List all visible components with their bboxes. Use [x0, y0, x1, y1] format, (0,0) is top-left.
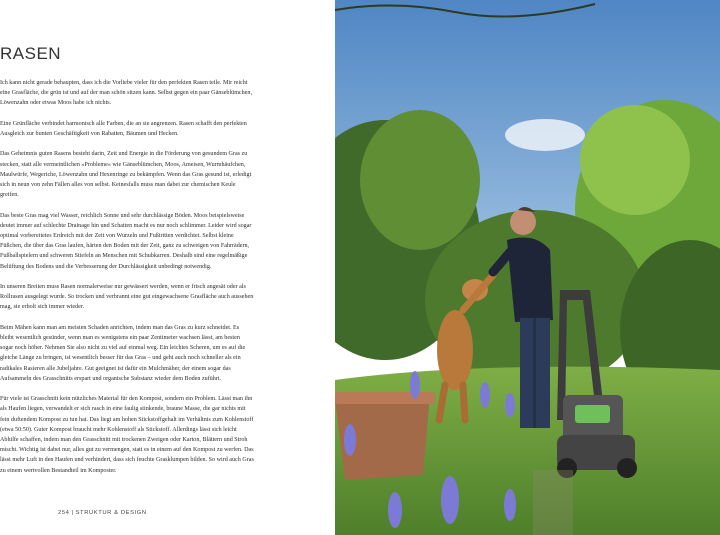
article-body: [0, 78, 254, 486]
footer-separator: |: [71, 510, 74, 516]
paragraph: Beim Mähen kann man am meisten Schaden anrichten, indem man das Gras zu kurz schneidet. Es bleibt wesentlich gesünder, wenn man es wenigstens ein paar Zentimeter wachsen lässt, am besten sogar noch höher. Nehmen Sie also nicht zu viel auf einmal weg. Ein leichtes Scheren, um es auf die gleiche Länge zu bringen, ist wesentlich besser für das Gras – und geht auch noch schneller als ein radikales Rasieren alle Jubeljahre. Gut geeignet ist dafür ein Mulchmäher, der einem sogar das Aufsammeln des Grasschnitts erspart und organische Substanz wieder dem Boden zuführt.: [0, 324, 246, 382]
paragraph: Ich kann nicht gerade behaupten, dass ich die Vorliebe vieler für den perfekten Rasen teile. Mir reicht eine Grasfläche, die grün ist und auf der man schön sitzen kann. Selbst gegen ein paar Gänseblümchen, Löwenzahn oder etwas Moos habe ich nichts.: [0, 80, 252, 107]
cloud: [505, 119, 585, 151]
tree-right-light: [580, 105, 690, 215]
paragraph: Für viele ist Grasschnitt kein nützliches Material für den Kompost, sondern ein Problem. Lässt man ihn als Haufen liegen, verwandelt er sich rasch in eine faulig stinkende, braune Masse, die gar nichts mit fein duftendem Kompost zu tun hat. Das liegt am hohen Stickstoffgehalt im Verhältnis zum Kohlenstoff (etwa 50:50). Guter Kompost braucht mehr Kohlenstoff als Stickstoff. Allerdings lässt sich leicht Abhilfe schaffen, indem man den Grasschnitt mit trockenen Zweigen oder Karton, Blättern und Stroh mischt. Wichtig ist dabei nur, alles gut zu vermengen, statt es in einem auf den Kompost zu werfen. Das lässt mehr Luft in den Haufen und verhindert, dass sich feuchte Grasklumpen bilden. So wird auch Gras zu einem wertvollen Bestandteil im Komposter.: [0, 396, 254, 474]
garden-photo: [335, 0, 720, 535]
page-footer: [58, 510, 147, 516]
section-name: STRUKTUR & DESIGN: [75, 510, 147, 516]
paragraph: Das Geheimnis guten Rasens besteht darin, Zeit und Energie in die Förderung von gesundem Gras zu stecken, statt alle vermeintlichen »Probleme« wie Gänseblümchen, Moos, Ameisen, Wurmhäufchen, Maulwürfe, Wegeriche, Löwenzahn und Hexenringe zu bekämpfen. Wenn das Gras gesund ist, erledigt sich in neun von zehn Fällen alles von selbst. Keinesfalls muss man dabei zur chemischen Keule greifen.: [0, 151, 252, 199]
pot-rim: [335, 392, 435, 404]
page-title: RASEN: [0, 44, 62, 63]
paragraph: Das beste Gras mag viel Wasser, reichlich Sonne und sehr durchlässige Böden. Moos beispielsweise deutet immer auf schlechte Drainage hin und Schatten macht es nur noch schlimmer. Leider wird sogar optimal vorbereitetes Erdreich mit der Zeit von Wurzeln und Fußtritten verdichtet. Selbst kleine Füßchen, die über das Gras laufen, härten den Boden mit der Zeit, ganz zu schweigen von Fahrrädern, Fußballspielern und schweren Stiefeln an Menschen mit Schubkarren. Deshalb sind eine regelmäßige Belüftung des Bodens und die Verbesserung der Durchlässigkeit unbedingt notwendig.: [0, 212, 252, 270]
text-page: [0, 0, 335, 535]
paragraph: Eine Grünfläche verbindet harmonisch alle Farben, die an sie angrenzen. Rasen schafft den perfekten Ausgleich zur bunten Geschäftigkeit von Rabatten, Bäumen und Hecken.: [0, 120, 247, 137]
page-number: 254: [58, 510, 70, 516]
paragraph: In unseren Breiten muss Rasen normalerweise nur gewässert werden, wenn er frisch angesät oder als Rollrasen ausgelegt wurde. So trocken und verbrannt eine gut eingewachsene Grasfläche auch aussehen mag, sie erholt sich immer wieder.: [0, 284, 254, 311]
path-gravel: [533, 470, 573, 535]
tree-left-light: [360, 110, 480, 250]
